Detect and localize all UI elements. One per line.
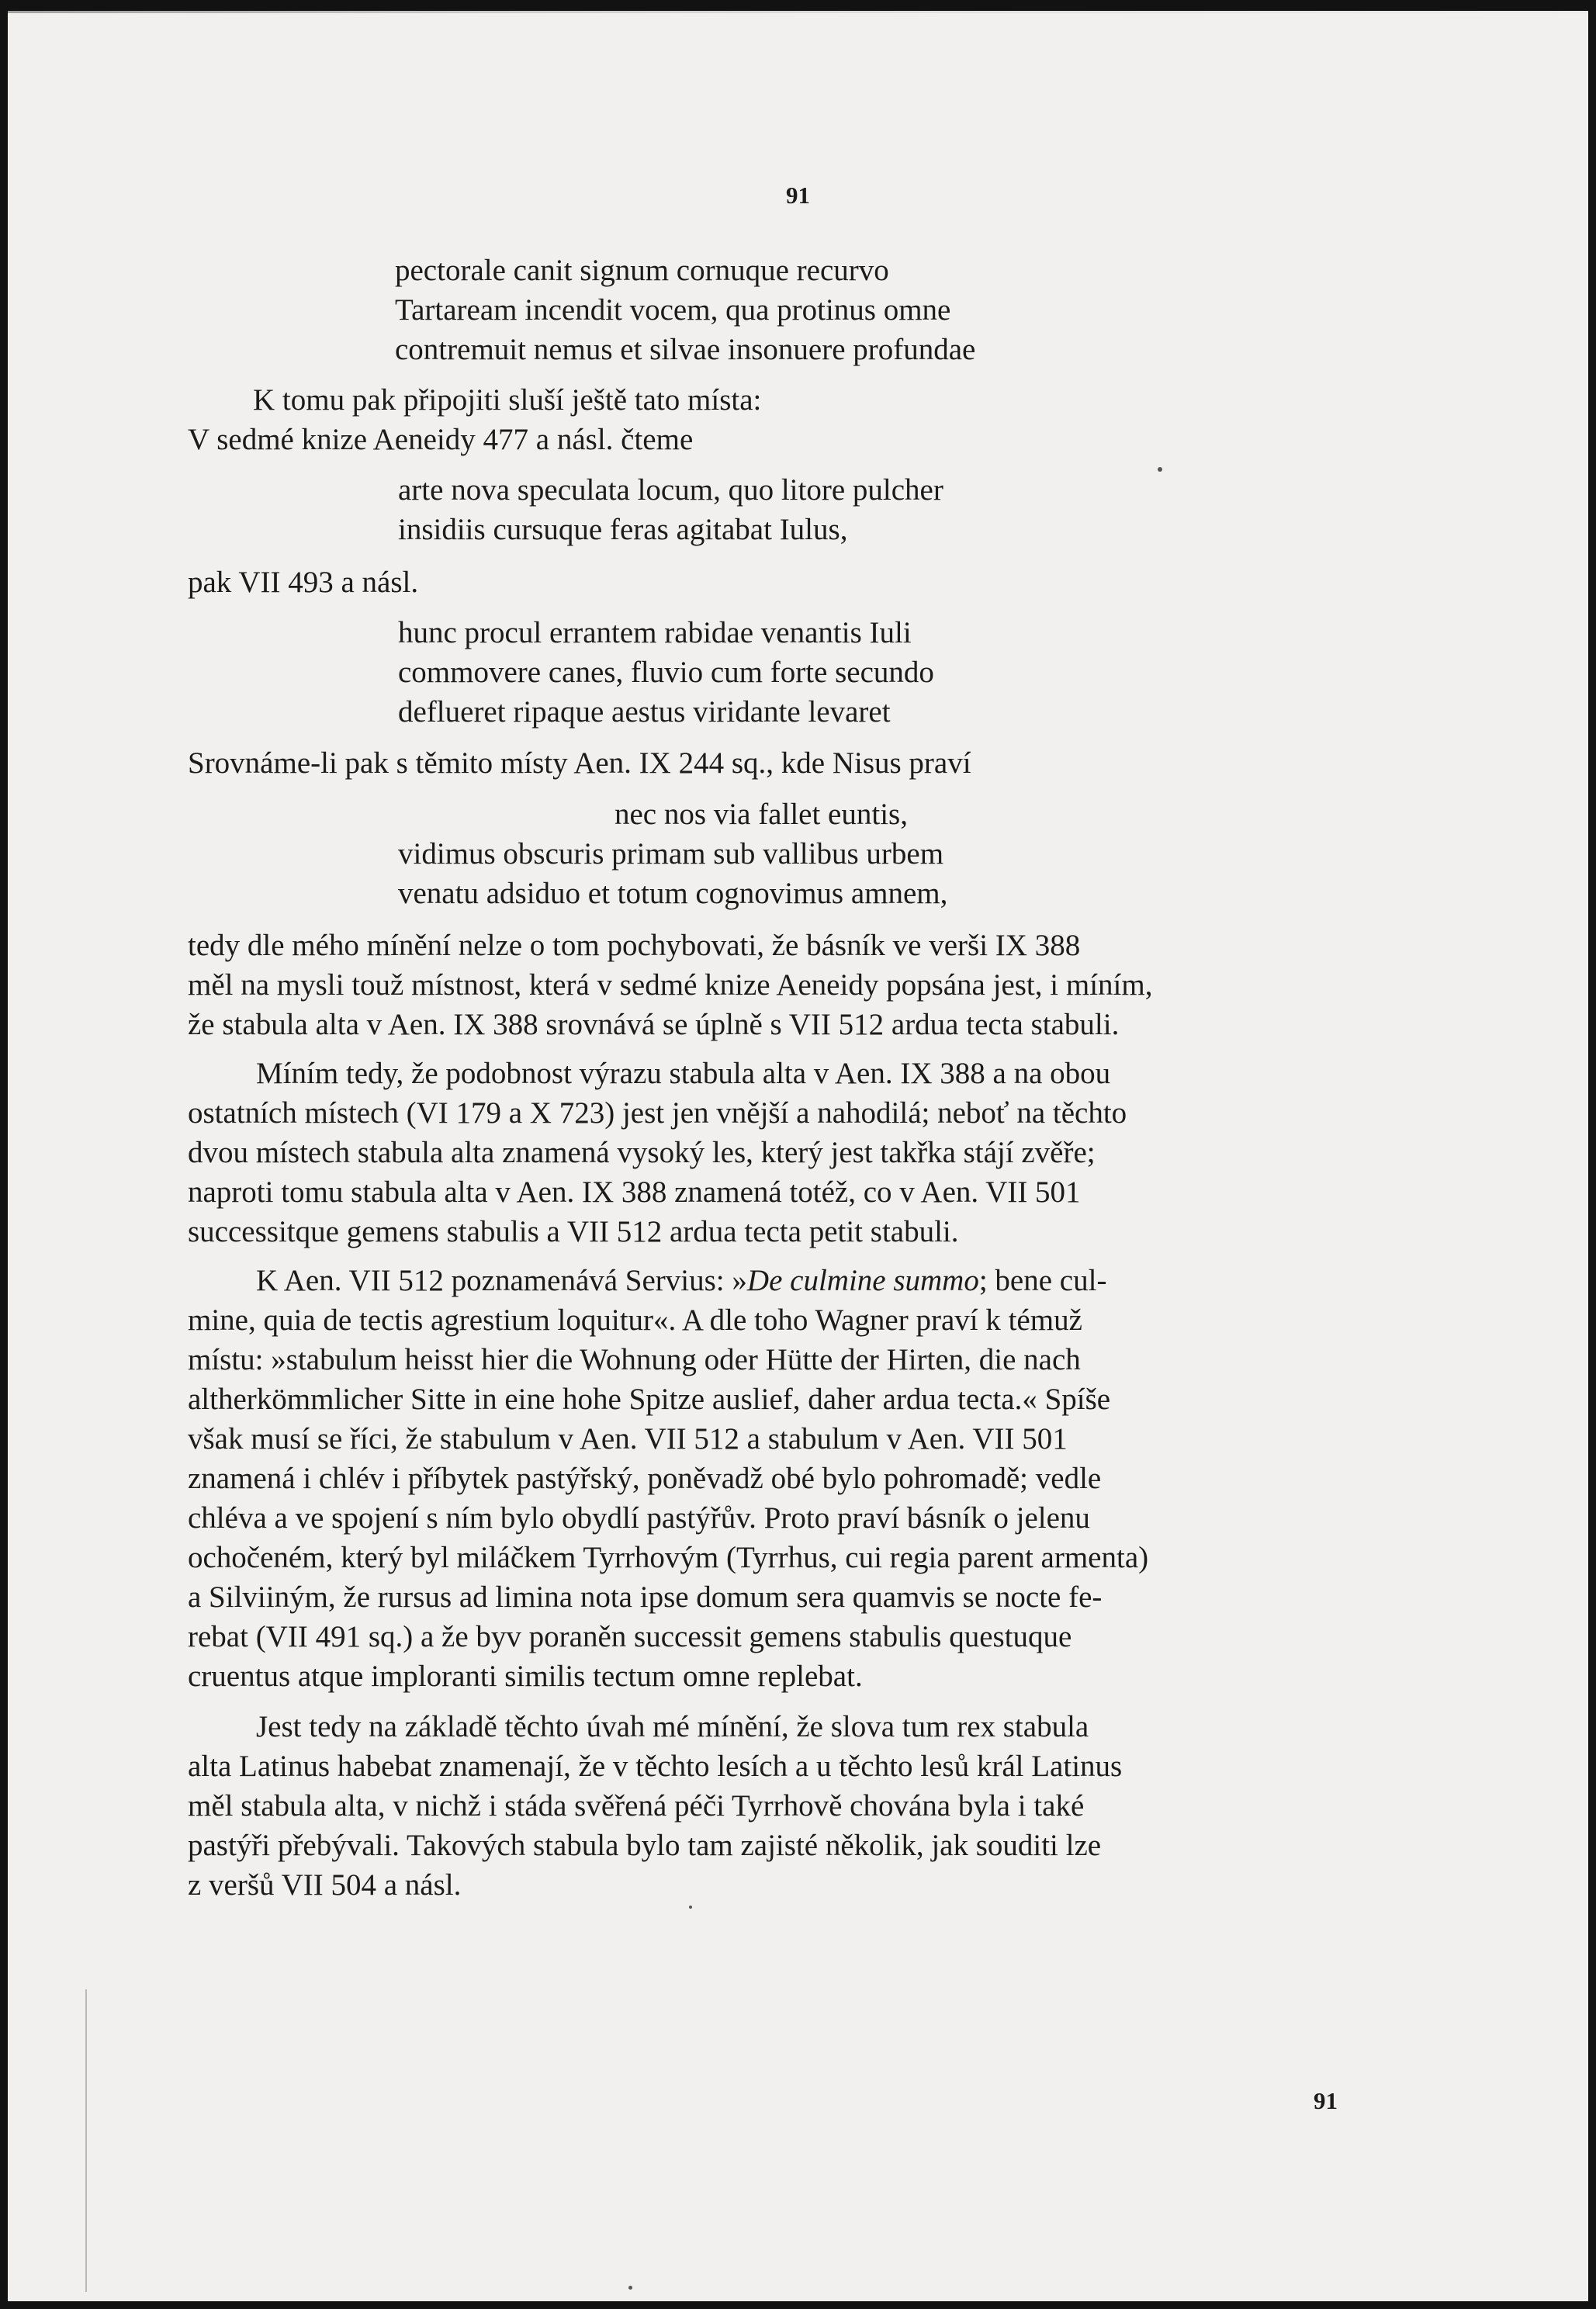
text-line: alta Latinus habebat znamenají, že v těchto lesích a u těchto lesů král Latinus <box>188 1750 1123 1783</box>
scan-speck <box>689 1906 692 1909</box>
text-line: znamená i chlév i příbytek pastýřský, poněvadž obé bylo pohromadě; vedle <box>188 1462 1102 1495</box>
text-line: že stabula alta v Aen. IX 388 srovnává se úplně s VII 512 ardua tecta stabuli. <box>188 1008 1120 1041</box>
text-line: ochočeném, který byl miláčkem Tyrrhovým (Tyrrhus, cui regia parent armenta) <box>188 1541 1149 1574</box>
text-line: Jest tedy na základě těchto úvah mé mínění, že slova tum rex stabula <box>256 1710 1089 1743</box>
verse-line: deflueret ripaque aestus viridante levaret <box>398 695 891 729</box>
page-number-bottom: 91 <box>1314 2087 1338 2114</box>
text-line: tedy dle mého mínění nelze o tom pochybovati, že básník ve verši IX 388 <box>188 929 1081 962</box>
text-line: z veršů VII 504 a násl. <box>188 1868 462 1902</box>
text-line: však musí se říci, že stabulum v Aen. VII 512 a stabulum v Aen. VII 501 <box>188 1422 1068 1456</box>
text-line: mine, quia de tectis agrestium loquitur«. A dle toho Wagner praví k témuž <box>188 1303 1082 1337</box>
text-line: pastýři přebývali. Takových stabula bylo tam zajisté několik, jak souditi lze <box>188 1829 1102 1862</box>
text-line: měl stabula alta, v nichž i stáda svěřená péči Tyrrhově chována byla i také <box>188 1789 1085 1823</box>
text-line: pak VII 493 a násl. <box>188 566 419 599</box>
text-span: ; bene cul- <box>978 1264 1107 1297</box>
text-line: a Silviiným, že rursus ad limina nota ipse domum sera quamvis se nocte fe- <box>188 1580 1103 1614</box>
text-line: cruentus atque imploranti similis tectum omne replebat. <box>188 1660 863 1693</box>
text-line: měl na mysli touž místnost, která v sedmé knize Aeneidy popsána jest, i míním, <box>188 968 1153 1002</box>
text-line: Srovnáme-li pak s těmito místy Aen. IX 244 sq., kde Nisus praví <box>188 746 971 780</box>
text-line: chléva a ve spojení s ním bylo obydlí pastýřův. Proto praví básník o jelenu <box>188 1501 1090 1535</box>
verse-line: commovere canes, fluvio cum forte secundo <box>398 656 934 689</box>
verse-line: vidimus obscuris primam sub vallibus urbem <box>398 837 944 871</box>
text-line: ostatních místech (VI 179 a X 723) jest jen vnější a nahodilá; neboť na těchto <box>188 1096 1127 1130</box>
text-line: V sedmé knize Aeneidy 477 a násl. čteme <box>188 423 694 456</box>
text-line <box>256 1262 1106 1301</box>
text-line: successitque gemens stabulis a VII 512 ardua tecta petit stabuli. <box>188 1215 959 1248</box>
text-line: altherkömmlicher Sitte in eine hohe Spitze auslief, daher ardua tecta.« Spíše <box>188 1383 1111 1416</box>
text-line: K tomu pak připojiti sluší ještě tato místa: <box>253 383 762 417</box>
italic-quote: De culmine summo <box>746 1264 979 1297</box>
text-line: rebat (VII 491 sq.) a že byv poraněn successit gemens stabulis questuque <box>188 1620 1072 1653</box>
scan-artifact-line <box>85 1989 89 2292</box>
verse-line: pectorale canit signum cornuque recurvo <box>395 254 889 287</box>
text-line: Míním tedy, že podobnost výrazu stabula alta v Aen. IX 388 a na obou <box>256 1057 1111 1090</box>
verse-line: Tartaream incendit vocem, qua protinus omne <box>395 293 951 327</box>
text-line: naproti tomu stabula alta v Aen. IX 388 znamená totéž, co v Aen. VII 501 <box>188 1175 1081 1209</box>
verse-line: venatu adsiduo et totum cognovimus amnem, <box>398 877 948 910</box>
page-number-top: 91 <box>786 182 810 209</box>
text-line: dvou místech stabula alta znamená vysoký les, který jest takřka stájí zvěře; <box>188 1136 1096 1169</box>
verse-line: contremuit nemus et silvae insonuere profundae <box>395 333 976 366</box>
text-line: místu: »stabulum heisst hier die Wohnung oder Hütte der Hirten, die nach <box>188 1343 1081 1376</box>
text-span: K Aen. VII 512 poznamenává Servius: » <box>256 1264 747 1297</box>
verse-line: nec nos via fallet euntis, <box>615 798 908 831</box>
document-page <box>8 11 1588 2301</box>
scan-speck <box>1158 467 1162 472</box>
verse-line: insidiis cursuque feras agitabat Iulus, <box>398 513 848 546</box>
scan-speck <box>628 2286 632 2290</box>
scan-edge <box>8 11 1588 13</box>
verse-line: hunc procul errantem rabidae venantis Iuli <box>398 616 912 649</box>
verse-line: arte nova speculata locum, quo litore pulcher <box>398 473 943 507</box>
